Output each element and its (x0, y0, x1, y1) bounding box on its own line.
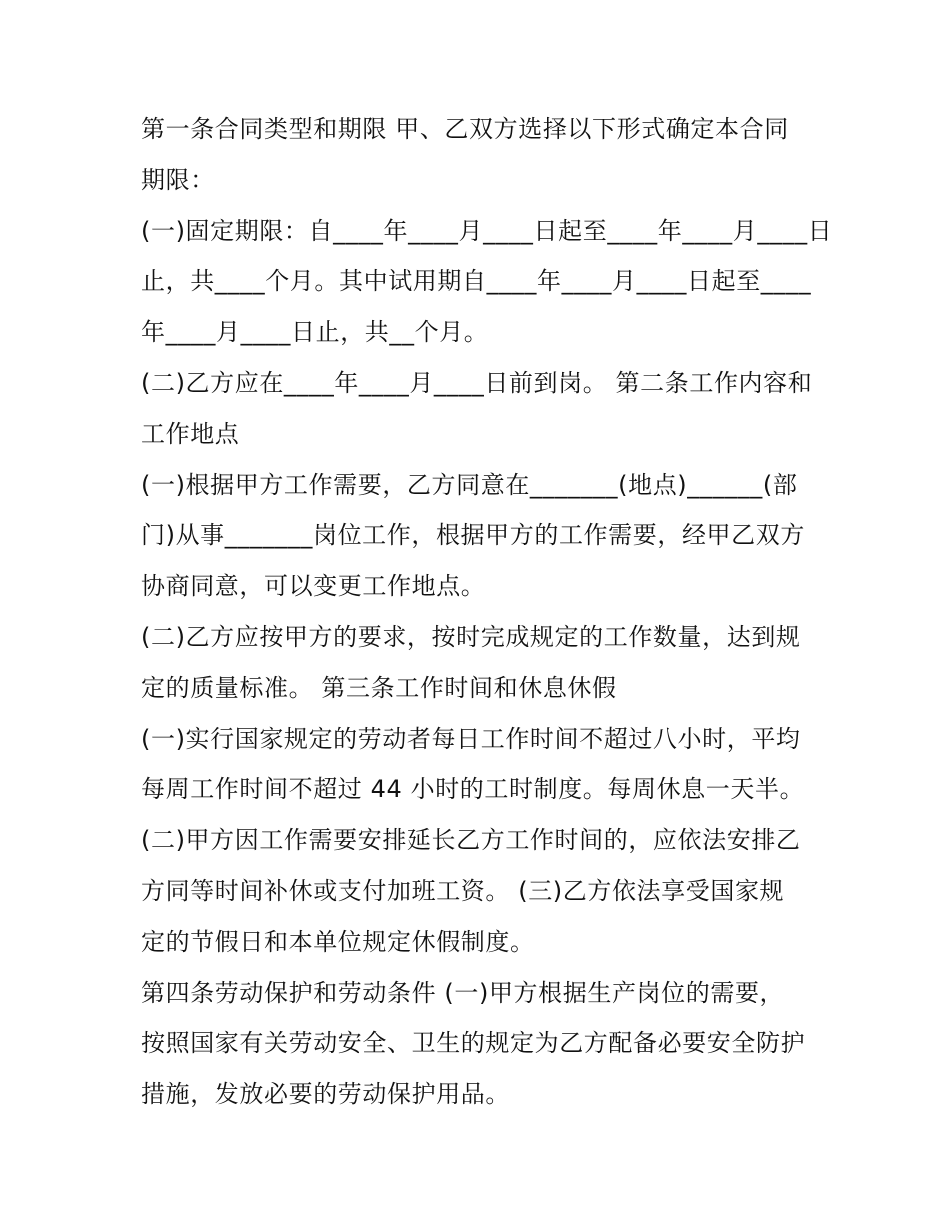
text-line: 协商同意，可以变更工作地点。 (141, 572, 486, 601)
text-line: (一)根据甲方工作需要，乙方同意在_______(地点)______(部 (141, 470, 798, 499)
text-line: (二)甲方因工作需要安排延长乙方工作时间的，应依法安排乙 (141, 826, 801, 855)
contract-text (141, 104, 833, 1120)
text-line: (一)实行国家规定的劳动者每日工作时间不超过八小时，平均 (141, 724, 801, 753)
text-line: 第四条劳动保护和劳动条件 (一)甲方根据生产岗位的需要， (141, 978, 785, 1007)
text-line: 期限： (141, 165, 215, 194)
text-line: 止，共____个月。其中试用期自____年____月____日起至____ (141, 267, 812, 296)
text-line: 按照国家有关劳动安全、卫生的规定为乙方配备必要安全防护 (141, 1029, 806, 1058)
text-line: (一)固定期限：自____年____月____日起至____年____月____日 (141, 216, 833, 245)
text-line: 年____月____日止，共__个月。 (141, 318, 489, 347)
text-line: 定的节假日和本单位规定休假制度。 (141, 927, 535, 956)
text-line: 定的质量标准。 第三条工作时间和休息休假 (141, 673, 617, 702)
text-line: 方同等时间补休或支付加班工资。 (三)乙方依法享受国家规 (141, 876, 785, 905)
text-line: (二)乙方应按甲方的要求，按时完成规定的工作数量，达到规 (141, 622, 801, 651)
text-line: 每周工作时间不超过 44 小时的工时制度。每周休息一天半。 (141, 775, 805, 804)
text-line: (二)乙方应在____年____月____日前到岗。 第二条工作内容和 (141, 368, 813, 397)
text-line: 措施，发放必要的劳动保护用品。 (141, 1080, 510, 1109)
text-line: 工作地点 (141, 419, 240, 448)
text-line: 门)从事_______岗位工作，根据甲方的工作需要，经甲乙双方 (141, 521, 805, 550)
text-line: 第一条合同类型和期限 甲、乙双方选择以下形式确定本合同 (141, 115, 789, 143)
